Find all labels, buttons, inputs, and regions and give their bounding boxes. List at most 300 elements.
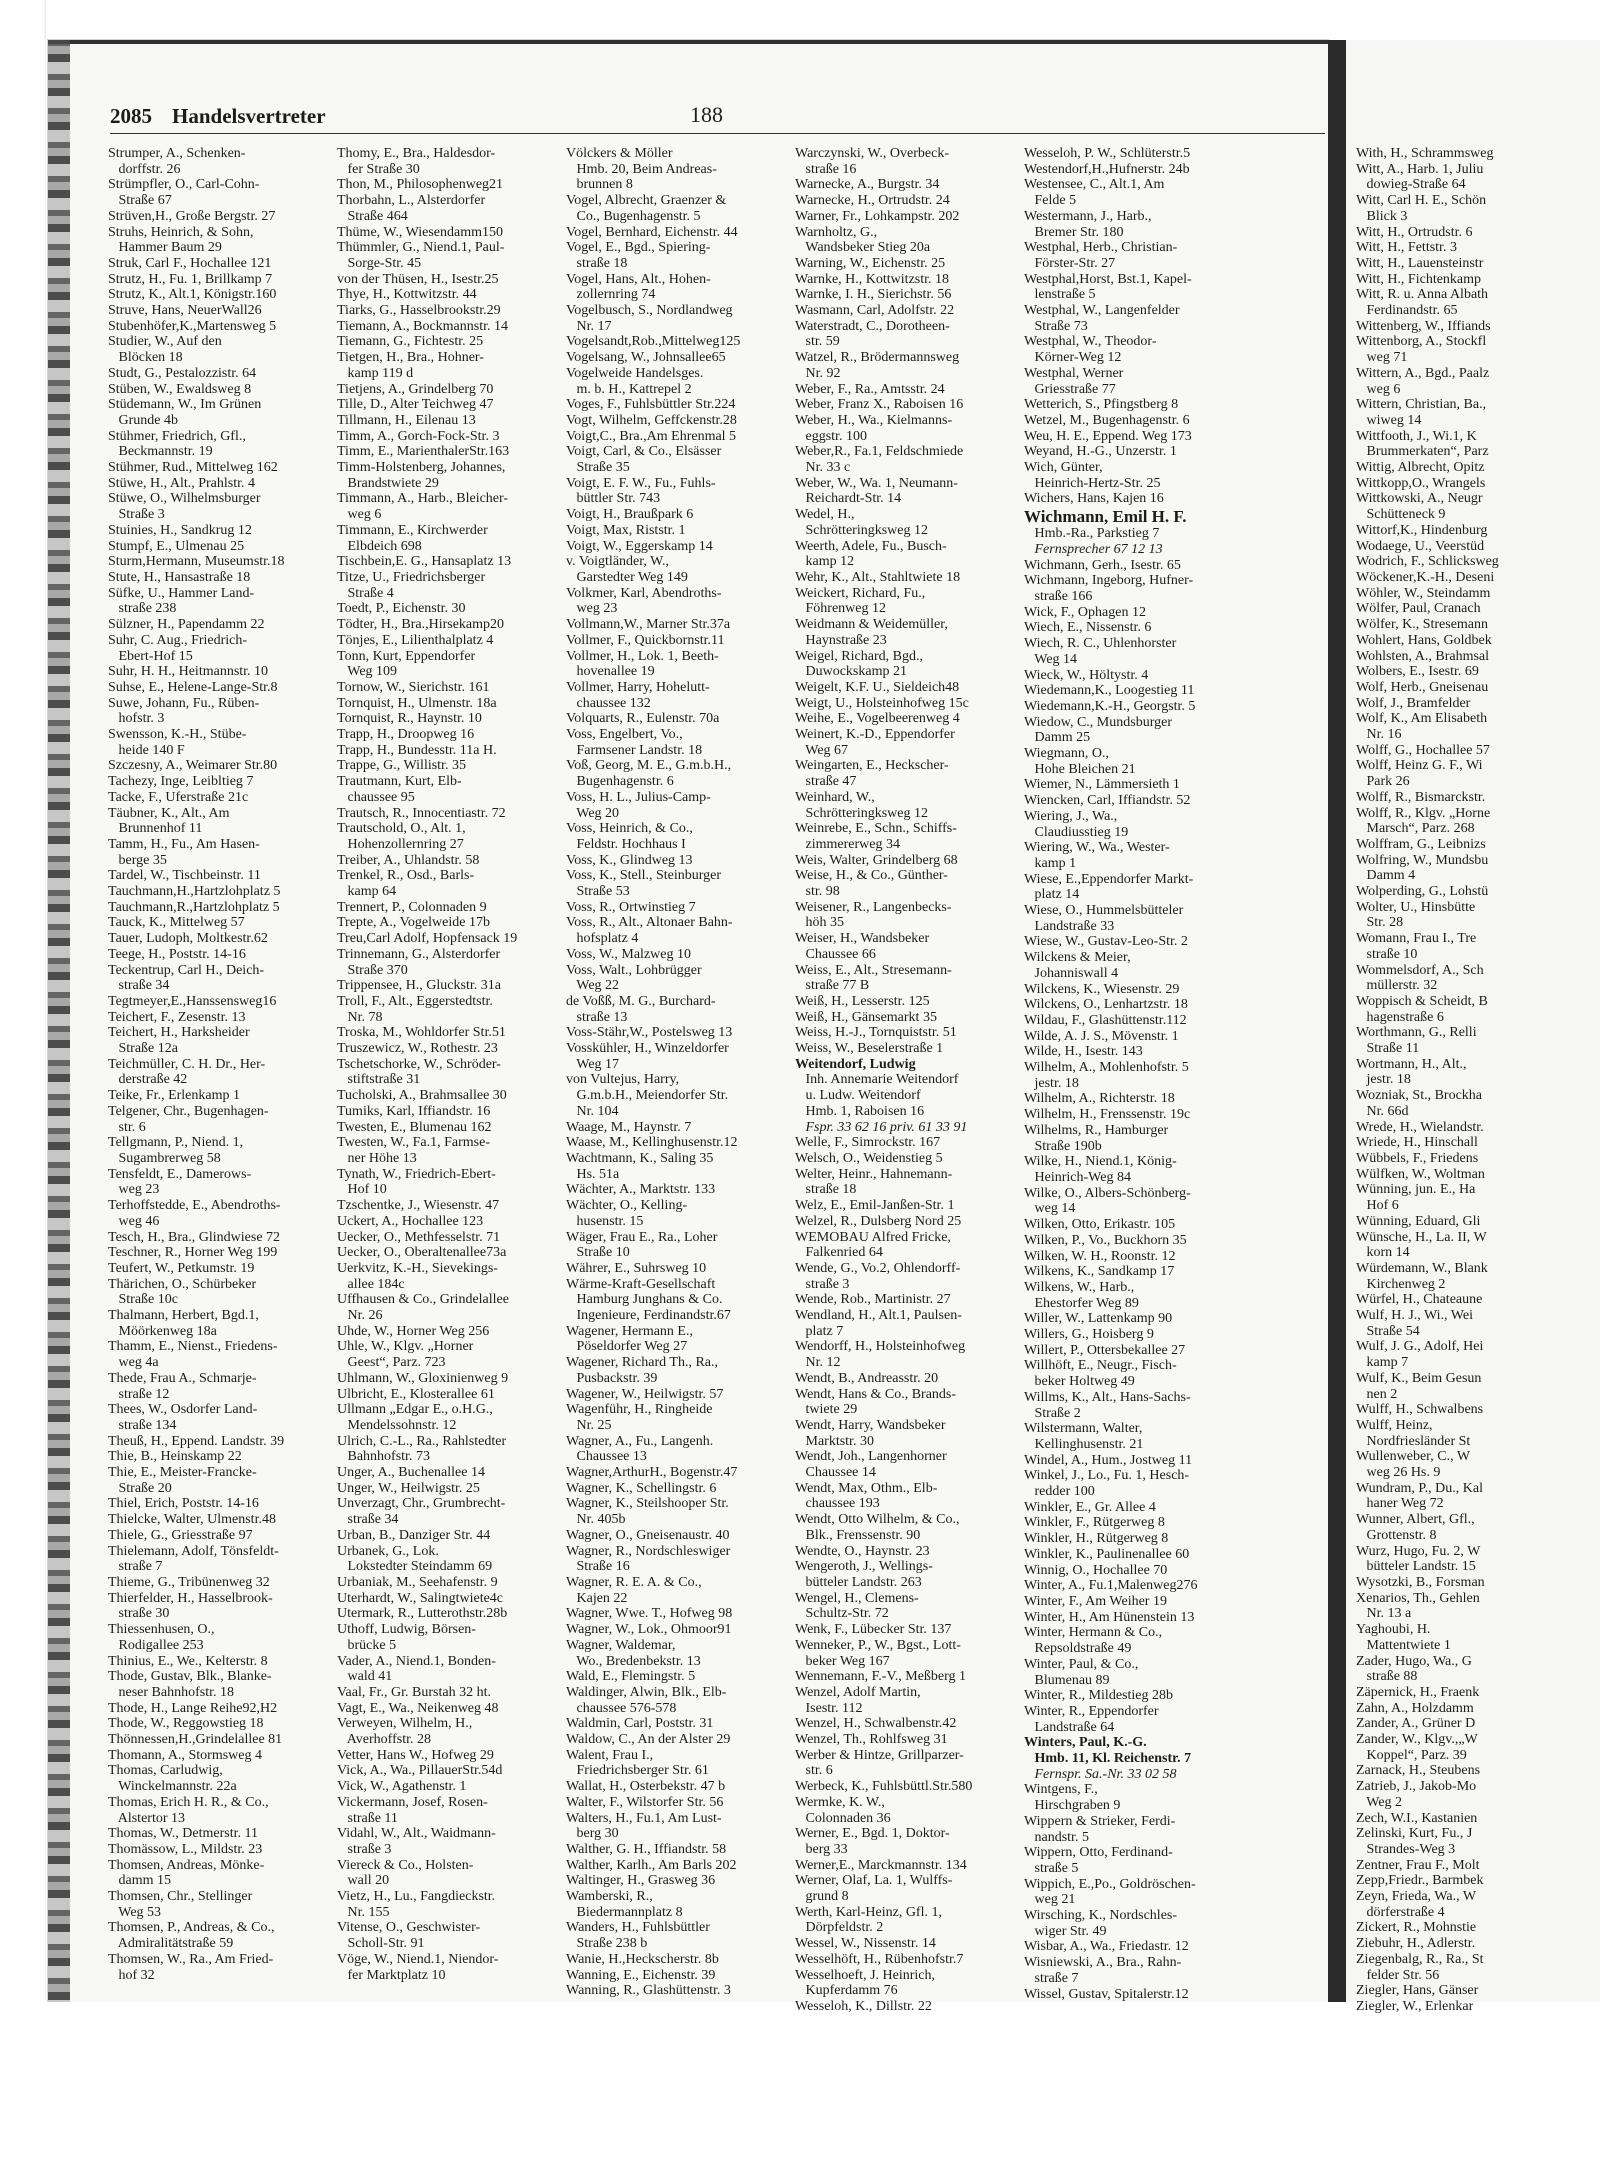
directory-entry: Stühmer, Rud., Mittelweg 162 (108, 460, 278, 476)
directory-entry: Urbanek, G., Lok. (337, 1543, 439, 1559)
directory-entry: kamp 1 (1024, 855, 1077, 871)
directory-entry: Wandsbeker Stieg 20a (795, 240, 931, 256)
directory-entry: Brandstwiete 29 (337, 475, 439, 491)
directory-entry: bütteler Landstr. 15 (1356, 1559, 1476, 1575)
directory-entry: Tachezy, Inge, Leibltieg 7 (108, 774, 254, 790)
directory-entry: Weber, Franz X., Raboisen 16 (795, 397, 964, 413)
directory-entry: Straße 20 (108, 1480, 172, 1496)
directory-entry: Winkler, K., Paulinenallee 60 (1024, 1546, 1190, 1562)
directory-entry: Westensee, C., Alt.1, Am (1024, 177, 1165, 193)
directory-entry: Vaal, Fr., Gr. Burstah 32 ht. (337, 1684, 491, 1700)
directory-entry: Weiss, W., Beselerstraße 1 (795, 1041, 944, 1057)
directory-entry: damm 15 (108, 1873, 171, 1889)
directory-entry: Vosskühler, H., Winzeldorfer (566, 1041, 729, 1057)
directory-entry: Vogelsandt,Rob.,Mittelweg125 (566, 334, 741, 350)
directory-entry: Wilhelm, H., Frenssenstr. 19c (1024, 1107, 1191, 1123)
directory-entry: Winters, Paul, K.-G. (1024, 1735, 1147, 1751)
directory-entry: Trippensee, H., Gluckstr. 31a (337, 978, 501, 994)
directory-entry: Straße 10 (566, 1245, 630, 1261)
directory-entry: Wick, F., Ophagen 12 (1024, 604, 1146, 620)
directory-entry: Winter, R., Mildestieg 28b (1024, 1688, 1173, 1704)
directory-entry: Chaussee 13 (566, 1449, 647, 1465)
directory-entry: Voigt, Max, Riststr. 1 (566, 522, 686, 538)
directory-entry: straße 30 (108, 1606, 170, 1622)
directory-entry: berg 30 (566, 1826, 619, 1842)
directory-entry: Wolffram, G., Leibnizs (1356, 836, 1486, 852)
directory-entry: Voss-Stähr,W., Postelsweg 13 (566, 1025, 733, 1041)
directory-entry: Weber,R., Fa.1, Feldschmiede (795, 444, 964, 460)
directory-entry: Nr. 17 (566, 318, 612, 334)
directory-entry: Werbeck, K., Fuhlsbüttl.Str.580 (795, 1779, 973, 1795)
directory-entry: Wippern & Strieker, Ferdi- (1024, 1813, 1176, 1829)
directory-entry: Vollmer, H., Lok. 1, Beeth- (566, 648, 719, 664)
directory-entry: Unverzagt, Chr., Grumbrecht- (337, 1496, 506, 1512)
directory-entry: Woppisch & Scheidt, B (1356, 993, 1488, 1009)
directory-entry: Nr. 33 c (795, 460, 851, 476)
directory-entry: Vetter, Hans W., Hofweg 29 (337, 1747, 494, 1763)
directory-entry: Witt, H., Ortrudstr. 6 (1356, 224, 1473, 240)
directory-entry: Hohenzollernring 27 (337, 836, 464, 852)
directory-entry: Thomässow, L., Mildstr. 23 (108, 1841, 263, 1857)
directory-entry: Witt, A., Harb. 1, Juliu (1356, 161, 1484, 177)
directory-entry: Wysotzki, B., Forsman (1356, 1574, 1485, 1590)
directory-entry: Witt, H., Fichtenkamp (1356, 271, 1482, 287)
directory-entry: Zander, W., Klgv.,„W (1356, 1732, 1478, 1748)
directory-entry: Straße 11 (1356, 1041, 1420, 1057)
directory-entry: Twesten, W., Fa.1, Farmse- (337, 1135, 491, 1151)
directory-entry: Tiemann, G., Fichtestr. 25 (337, 334, 484, 350)
directory-entry: Grunde 4b (108, 412, 178, 428)
directory-entry: husenstr. 15 (566, 1213, 644, 1229)
directory-entry: Tumiks, Karl, Iffiandstr. 16 (337, 1103, 491, 1119)
directory-entry: Thieme, G., Tribünenweg 32 (108, 1574, 270, 1590)
directory-entry: hofstr. 3 (108, 711, 165, 727)
directory-entry: Tönjes, E., Lilienthalplatz 4 (337, 632, 494, 648)
directory-entry: Waage, M., Haynstr. 7 (566, 1119, 692, 1135)
directory-entry: Wendt, Max, Othm., Elb- (795, 1480, 938, 1496)
directory-entry: Voss, K., Glindweg 13 (566, 852, 693, 868)
directory-entry: Nr. 92 (795, 365, 841, 381)
directory-entry: weg 46 (108, 1213, 160, 1229)
directory-entry: Thönnessen,H.,Grindelallee 81 (108, 1732, 283, 1748)
directory-entry: Weigt, U., Holsteinhofweg 15c (795, 695, 969, 711)
directory-entry: Voss, K., Stell., Steinburger (566, 868, 722, 884)
directory-entry: stiftstraße 31 (337, 1072, 421, 1088)
directory-entry: Walther, Karlh., Am Barls 202 (566, 1857, 737, 1873)
directory-entry: Weis, Walter, Grindelberg 68 (795, 852, 958, 868)
directory-entry: Fernspr. Sa.-Nr. 33 02 58 (1024, 1766, 1177, 1782)
directory-entry: Landstraße 64 (1024, 1719, 1115, 1735)
directory-entry: Voß, Georg, M. E., G.m.b.H., (566, 758, 732, 774)
directory-entry: Wenzel, Th., Rohlfsweg 31 (795, 1732, 948, 1748)
directory-entry: Park 26 (1356, 774, 1410, 790)
directory-entry: Tynath, W., Friedrich-Ebert- (337, 1166, 496, 1182)
directory-entry: Stüwe, O., Wilhelmsburger (108, 491, 261, 507)
directory-entry: Wesseloh, P. W., Schlüterstr.5 (1024, 146, 1191, 161)
directory-entry: Unger, A., Buchenallee 14 (337, 1465, 485, 1481)
directory-entry: Möörkenweg 18a (108, 1323, 217, 1339)
directory-entry: Voges, F., Fuhlsbüttler Str.224 (566, 397, 736, 413)
directory-entry: Wesselhöft, H., Rübenhofstr.7 (795, 1951, 964, 1967)
directory-entry: Wengel, H., Clemens- (795, 1590, 919, 1606)
directory-entry: Wesselhoeft, J. Heinrich, (795, 1967, 935, 1983)
directory-entry: Truszewicz, W., Rothestr. 23 (337, 1041, 498, 1057)
directory-entry: Wamberski, R., (566, 1889, 653, 1905)
directory-entry: Thalmann, Herbert, Bgd.1, (108, 1308, 259, 1324)
directory-entry: Wagner, R., Nordschleswiger (566, 1543, 731, 1559)
directory-entry: Wiedemann,K., Loogestieg 11 (1024, 683, 1195, 699)
directory-entry: Blumenau 89 (1024, 1672, 1110, 1688)
directory-entry: Wohlert, Hans, Goldbek (1356, 632, 1492, 648)
directory-entry: Weg 109 (337, 664, 398, 680)
directory-entry: weg 23 (108, 1182, 160, 1198)
directory-entry: Teckentrup, Carl H., Deich- (108, 962, 265, 978)
directory-entry: Wittfooth, J., Wi.1, K (1356, 428, 1477, 444)
directory-entry: kamp 12 (795, 554, 855, 570)
directory-entry: Würdemann, W., Blank (1356, 1260, 1488, 1276)
directory-entry: von Vultejus, Harry, (566, 1072, 680, 1088)
directory-entry: str. 98 (795, 884, 840, 900)
directory-entry: Swensson, K.-H., Stübe- (108, 727, 247, 743)
directory-entry: Tornquist, R., Haynstr. 10 (337, 711, 482, 727)
directory-entry: Straße 238 b (566, 1936, 648, 1952)
directory-entry: Strutz, H., Fu. 1, Brillkamp 7 (108, 271, 273, 287)
directory-entry: Zickert, R., Mohnstie (1356, 1920, 1477, 1936)
directory-entry: Str. 28 (1356, 915, 1404, 931)
directory-entry: Wichmann, Emil H. F. (1024, 507, 1187, 527)
directory-entry: Willer, W., Lattenkamp 90 (1024, 1311, 1173, 1327)
directory-entry: Wenzel, Adolf Martin, (795, 1684, 921, 1700)
directory-entry: Förster-Str. 27 (1024, 255, 1116, 271)
directory-entry: Griesstraße 77 (1024, 381, 1116, 397)
directory-entry: Wintgens, F., (1024, 1782, 1098, 1798)
directory-entry: Weg 14 (1024, 651, 1078, 667)
directory-entry: fer Straße 30 (337, 161, 420, 177)
directory-entry: Wilde, H., Isestr. 143 (1024, 1044, 1143, 1060)
directory-entry: Wünning, Eduard, Gli (1356, 1213, 1481, 1229)
directory-entry: Wittkowski, A., Neugr (1356, 491, 1483, 507)
directory-entry: weg 6 (1356, 381, 1401, 397)
directory-entry: Tornquist, H., Ulmenstr. 18a (337, 695, 497, 711)
directory-entry: m. b. H., Kattrepel 2 (566, 381, 692, 397)
directory-entry: Weber, H., Wa., Kielmanns- (795, 412, 953, 428)
directory-entry: Tauchmann,H.,Hartzlohplatz 5 (108, 884, 281, 900)
directory-entry: Wasmann, Carl, Adolfstr. 22 (795, 303, 955, 319)
directory-entry: Werber & Hintze, Grillparzer- (795, 1747, 964, 1763)
directory-entry: Wulf, J. G., Adolf, Hei (1356, 1339, 1484, 1355)
directory-entry: Wolff, Heinz G. F., Wi (1356, 758, 1483, 774)
directory-entry: Wagener, Richard Th., Ra., (566, 1355, 719, 1371)
directory-entry: dorffstr. 26 (108, 161, 181, 177)
directory-entry: Schultz-Str. 72 (795, 1606, 889, 1622)
directory-entry: Wachtmann, K., Saling 35 (566, 1151, 714, 1166)
directory-entry: Wilckens, O., Lenhartzstr. 18 (1024, 997, 1188, 1013)
directory-entry: straße 88 (1356, 1669, 1418, 1685)
directory-entry: Uterhardt, W., Salingtwiete4c (337, 1590, 504, 1606)
directory-entry: Wende, Rob., Martinistr. 27 (795, 1292, 951, 1308)
directory-entry: Suwe, Johann, Fu., Rüben- (108, 695, 260, 711)
directory-entry: Nr. 25 (566, 1417, 612, 1433)
directory-entry: Tietjens, A., Grindelberg 70 (337, 381, 494, 397)
directory-entry: Wilken, Otto, Erikastr. 105 (1024, 1217, 1176, 1233)
directory-entry: neser Bahnhofstr. 18 (108, 1684, 234, 1700)
directory-entry: Weg 22 (566, 978, 620, 994)
directory-entry: Wolff, R., Klgv. „Horne (1356, 805, 1491, 821)
directory-entry: Straße 67 (108, 193, 172, 209)
page-gutter (1328, 40, 1346, 2002)
directory-entry: hagenstraße 6 (1356, 1009, 1444, 1025)
directory-entry: höh 35 (795, 915, 844, 931)
directory-entry: Colonnaden 36 (795, 1810, 891, 1826)
directory-entry: Thomsen, Andreas, Mönke- (108, 1857, 265, 1873)
directory-entry: Suhr, H. H., Heitmannstr. 10 (108, 664, 269, 680)
directory-entry: Wiering, J., Wa., (1024, 808, 1118, 824)
directory-entry: Wünsche, H., La. II, W (1356, 1229, 1487, 1245)
directory-entry: straße 5 (1024, 1860, 1079, 1876)
directory-entry: Zäpernick, H., Fraenk (1356, 1684, 1480, 1700)
directory-entry: Vollmann,W., Marner Str.37a (566, 617, 731, 633)
directory-entry: Wagner, K., Schellingstr. 6 (566, 1480, 717, 1496)
directory-entry: Wächter, A., Marktstr. 133 (566, 1182, 716, 1198)
directory-entry: Wetterich, S., Pfingstberg 8 (1024, 397, 1179, 413)
directory-entry: Struve, Hans, NeuerWall26 (108, 303, 262, 319)
directory-entry: Stüben, W., Ewaldsweg 8 (108, 381, 252, 397)
directory-entry: Teufert, W., Petkumstr. 19 (108, 1260, 255, 1276)
directory-entry: Tietgen, H., Bra., Hohner- (337, 350, 484, 366)
directory-entry: Thinius, E., We., Kelterstr. 8 (108, 1653, 268, 1669)
directory-entry: Hmb. 1, Raboisen 16 (795, 1103, 925, 1119)
directory-entry: Wodrich, F., Schlicksweg (1356, 554, 1499, 570)
directory-entry: Zahn, A., Holzdamm (1356, 1700, 1474, 1716)
directory-entry: Voss, W., Malzweg 10 (566, 946, 691, 962)
directory-entry: Süfke, U., Hammer Land- (108, 585, 255, 601)
directory-entry: Trautmann, Kurt, Elb- (337, 774, 462, 790)
directory-entry: Nr. 66d (1356, 1103, 1409, 1119)
directory-entry: Nr. 405b (566, 1512, 626, 1528)
directory-entry: Vick, A., Wa., PillauerStr.54d (337, 1763, 503, 1779)
directory-entry: Wippich, E.,Po., Goldröschen- (1024, 1876, 1196, 1892)
directory-entry: Hmb. 11, Kl. Reichenstr. 7 (1024, 1751, 1192, 1767)
directory-entry: Wanders, H., Fuhlsbüttler (566, 1920, 710, 1936)
directory-entry: wald 41 (337, 1669, 393, 1685)
directory-entry: Uhlmann, W., Gloxinienweg 9 (337, 1370, 509, 1386)
directory-entry: Blick 3 (1356, 208, 1408, 224)
directory-entry: Straße 370 (337, 962, 408, 978)
directory-entry: Troll, F., Alt., Eggerstedtstr. (337, 993, 493, 1009)
directory-entry: Tschetschorke, W., Schröder- (337, 1056, 501, 1072)
directory-entry: Timm, A., Gorch-Fock-Str. 3 (337, 428, 500, 444)
directory-entry: Wittern, A., Bgd., Paalz (1356, 365, 1490, 381)
directory-entry: Winter, A., Fu.1,Malenweg276 (1024, 1578, 1198, 1594)
directory-entry: Wortmann, H., Alt., (1356, 1056, 1467, 1072)
directory-entry: Brunnenhof 11 (108, 821, 203, 837)
directory-entry: Wisniewski, A., Bra., Rahn- (1024, 1955, 1182, 1971)
directory-entry: wall 20 (337, 1873, 390, 1889)
directory-entry: Troska, M., Wohldorfer Str.51 (337, 1025, 506, 1041)
directory-entry: Wittkopp,O., Wrangels (1356, 475, 1486, 491)
directory-entry: Uthoff, Ludwig, Börsen- (337, 1622, 476, 1638)
directory-entry: Wärme-Kraft-Gesellschaft (566, 1276, 716, 1292)
directory-entry: Tischbein,E. G., Hansaplatz 13 (337, 554, 512, 570)
directory-entry: berg 33 (795, 1841, 848, 1857)
directory-entry: Ebert-Hof 15 (108, 648, 193, 664)
directory-entry: Bremer Str. 180 (1024, 224, 1124, 240)
directory-entry: Vogel, Albrecht, Graenzer & (566, 193, 727, 209)
directory-entry: Wagner, W., Lok., Ohmoor91 (566, 1622, 732, 1638)
directory-entry: Nr. 13 a (1356, 1606, 1412, 1622)
directory-entry: nen 2 (1356, 1386, 1398, 1402)
directory-entry: Haynstraße 23 (795, 632, 887, 648)
directory-entry: Straße 10c (108, 1292, 178, 1308)
directory-entry: Claudiusstieg 19 (1024, 824, 1129, 840)
directory-entry: Wissel, Gustav, Spitalerstr.12 (1024, 1986, 1189, 2002)
directory-entry: Mattentwiete 1 (1356, 1637, 1451, 1653)
directory-entry: Nr. 16 (1356, 727, 1402, 743)
directory-entry: Tensfeldt, E., Damerows- (108, 1166, 252, 1182)
directory-entry: Wiese, W., Gustav-Leo-Str. 2 (1024, 934, 1188, 950)
directory-entry: Worthmann, G., Relli (1356, 1025, 1477, 1041)
directory-entry: Timm, E., MarienthalerStr.163 (337, 444, 510, 460)
directory-entry: Winter, R., Eppendorfer (1024, 1703, 1159, 1719)
directory-entry: Terhoffstedde, E., Abendroths- (108, 1198, 281, 1214)
directory-entry: Brummerkaten“, Parz (1356, 444, 1489, 460)
directory-entry: straße 18 (795, 1182, 857, 1198)
directory-entry: Studier, W., Auf den (108, 334, 222, 350)
directory-entry: Teege, H., Poststr. 14-16 (108, 946, 246, 962)
directory-entry: Chaussee 14 (795, 1465, 876, 1481)
directory-entry: Zarnack, H., Steubens (1356, 1763, 1481, 1779)
directory-entry: Thiessenhusen, O., (108, 1622, 215, 1638)
directory-entry: Thorbahn, L., Alsterdorfer (337, 193, 486, 209)
directory-entry: Toedt, P., Eichenstr. 30 (337, 601, 466, 617)
directory-entry: Witt, H., Fettstr. 3 (1356, 240, 1457, 256)
directory-entry: beker Holtweg 49 (1024, 1374, 1135, 1390)
directory-entry: Wilde, A. J. S., Mövenstr. 1 (1024, 1028, 1179, 1044)
directory-entry: Theuß, H., Eppend. Landstr. 39 (108, 1433, 285, 1449)
directory-entry: Warnholtz, G., (795, 224, 878, 240)
directory-entry: Wiese, E.,Eppendorfer Markt- (1024, 871, 1194, 887)
directory-entry: Wolperding, G., Lohstü (1356, 884, 1489, 900)
directory-entry: Weyand, H.-G., Unzerstr. 1 (1024, 444, 1177, 460)
directory-entry: Hs. 51a (566, 1166, 620, 1182)
directory-entry: Hamburg Junghans & Co. (566, 1292, 723, 1308)
directory-entry: Voss, Walt., Lohbrügger (566, 962, 702, 978)
directory-entry: Wölfer, Paul, Cranach (1356, 601, 1481, 617)
directory-entry: allee 184c (337, 1276, 405, 1292)
directory-entry: Wich, Günter, (1024, 460, 1103, 476)
directory-entry: Wichmann, Gerh., Isestr. 65 (1024, 557, 1181, 573)
directory-entry: Wiech, E., Nissenstr. 6 (1024, 620, 1152, 636)
directory-entry: Stubenhöfer,K.,Martensweg 5 (108, 318, 277, 334)
directory-entry: Wächter, O., Kelling- (566, 1198, 688, 1214)
directory-entry: weg 4a (108, 1355, 159, 1371)
page-header (110, 104, 1320, 134)
directory-entry: weg 6 (337, 507, 382, 523)
directory-entry: Thomy, E., Bra., Haldesdor- (337, 146, 496, 161)
directory-entry: Wiemer, N., Lämmersieth 1 (1024, 777, 1180, 793)
directory-entry: Averhoffstr. 28 (337, 1732, 431, 1748)
directory-entry: Wessel, W., Nissenstr. 14 (795, 1936, 936, 1952)
directory-entry: Wolbers, E., Isestr. 69 (1356, 664, 1479, 680)
directory-entry: Wöckener,K.-H., Deseni (1356, 569, 1495, 585)
directory-entry: Wolff, G., Hochallee 57 (1356, 742, 1490, 758)
directory-entry: Ziebuhr, H., Adlerstr. (1356, 1936, 1476, 1952)
directory-entry: Trepte, A., Vogelweide 17b (337, 915, 490, 931)
directory-entry: Waltinger, H., Grasweg 36 (566, 1873, 716, 1889)
directory-entry: straße 34 (108, 978, 170, 994)
directory-entry: straße 12 (108, 1386, 170, 1402)
directory-entry: Sorge-Str. 45 (337, 255, 422, 271)
directory-entry: Wurz, Hugo, Fu. 2, W (1356, 1543, 1481, 1559)
directory-entry: fer Marktplatz 10 (337, 1967, 446, 1983)
directory-entry: Tillmann, H., Eilenau 13 (337, 412, 476, 428)
directory-column-4 (795, 146, 1005, 2015)
directory-entry: Strumper, A., Schenken- (108, 146, 246, 161)
directory-entry: Thode, W., Reggowstieg 18 (108, 1716, 264, 1732)
directory-entry: Wommelsdorf, A., Sch (1356, 962, 1484, 978)
directory-entry: Trinnemann, G., Alsterdorfer (337, 946, 501, 962)
directory-entry: Kajen 22 (566, 1590, 628, 1606)
directory-entry: Wolf, J., Bramfelder (1356, 695, 1471, 711)
directory-entry: Waterstradt, C., Dorotheen- (795, 318, 950, 334)
directory-entry: Wenzel, H., Schwalbenstr.42 (795, 1716, 957, 1732)
directory-entry: Vogt, Wilhelm, Geffckenstr.28 (566, 412, 737, 428)
directory-entry: Straße 464 (337, 208, 408, 224)
directory-entry: Rodigallee 253 (108, 1637, 204, 1653)
directory-entry: Weerth, Adele, Fu., Busch- (795, 538, 947, 554)
directory-entry: Sugambrerweg 58 (108, 1151, 221, 1166)
directory-entry: Strümpfler, O., Carl-Cohn- (108, 177, 260, 193)
directory-entry: Wanning, R., Glashüttenstr. 3 (566, 1983, 731, 1999)
directory-entry: Thomsen, P., Andreas, & Co., (108, 1920, 275, 1936)
directory-entry: Tornow, W., Sierichstr. 161 (337, 679, 490, 695)
directory-entry: Voigt, E. F. W., Fu., Fuhls- (566, 475, 716, 491)
directory-entry: str. 6 (108, 1119, 146, 1135)
directory-entry: Hammer Baum 29 (108, 240, 222, 256)
directory-entry: Wölfer, K., Stresemann (1356, 617, 1489, 633)
directory-entry: haner Weg 72 (1356, 1496, 1444, 1512)
directory-entry: Weiss, H.-J., Tornquiststr. 51 (795, 1025, 957, 1041)
directory-entry: straße 7 (108, 1559, 163, 1575)
directory-entry: straße 13 (566, 1009, 628, 1025)
directory-entry: Wolf, Herb., Gneisenau (1356, 679, 1489, 695)
directory-entry: Wozniak, St., Brockha (1356, 1088, 1483, 1104)
directory-entry: Ingenieure, Ferdinandstr.67 (566, 1308, 731, 1324)
directory-entry: Winter, Paul, & Co., (1024, 1656, 1139, 1672)
directory-entry: Wesseloh, K., Dillstr. 22 (795, 1998, 932, 2014)
directory-entry: Wöhler, W., Steindamm (1356, 585, 1491, 601)
directory-entry: Winnig, O., Hochallee 70 (1024, 1562, 1168, 1578)
directory-entry: Thomsen, Chr., Stellinger (108, 1889, 253, 1905)
directory-entry: Tzschentke, J., Wiesenstr. 47 (337, 1198, 500, 1214)
directory-entry: Vogel, Hans, Alt., Hohen- (566, 271, 711, 287)
directory-entry: Straße 190b (1024, 1138, 1102, 1154)
directory-entry: Biedermannplatz 8 (566, 1904, 683, 1920)
directory-entry: hof 32 (108, 1967, 155, 1983)
directory-entry: Völckers & Möller (566, 146, 673, 161)
directory-entry: Volkmer, Karl, Abendroths- (566, 585, 722, 601)
directory-entry: wiger Str. 49 (1024, 1923, 1107, 1939)
directory-entry: Timmann, E., Kirchwerder (337, 522, 488, 538)
directory-entry: Wo., Bredenbekstr. 13 (566, 1653, 701, 1669)
directory-entry: Straße 73 (1024, 318, 1088, 334)
directory-entry: Stute, H., Hansastraße 18 (108, 569, 251, 585)
directory-entry: Wülfken, W., Woltman (1356, 1166, 1485, 1182)
directory-entry: Schütteneck 9 (1356, 507, 1446, 523)
directory-entry: Weinhard, W., (795, 789, 875, 805)
directory-entry: lenstraße 5 (1024, 287, 1096, 303)
directory-entry: Winkel, J., Lo., Fu. 1, Hesch- (1024, 1468, 1190, 1484)
